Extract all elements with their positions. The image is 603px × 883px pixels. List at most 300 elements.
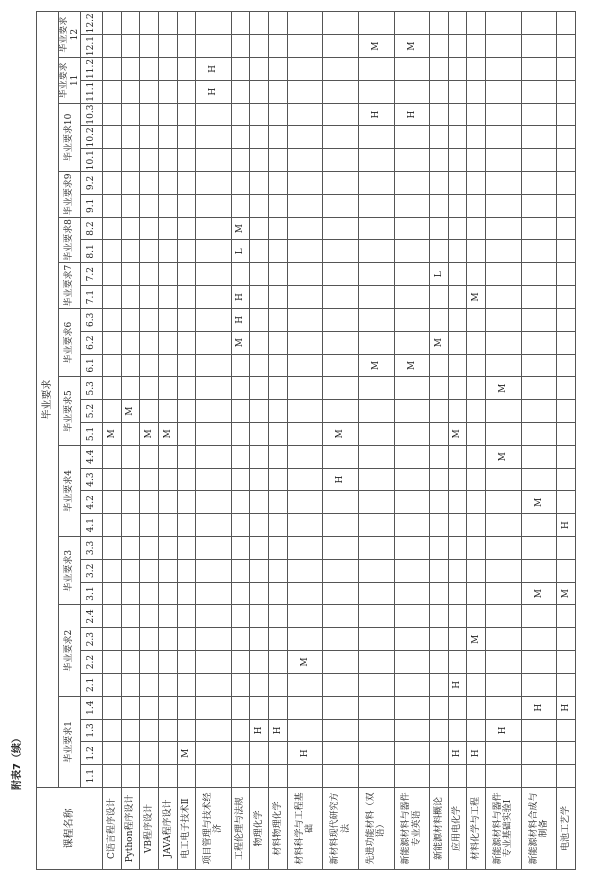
support-level-cell <box>521 217 557 240</box>
support-level-cell <box>448 12 467 35</box>
support-level-cell <box>158 35 177 58</box>
support-level-cell <box>231 537 250 560</box>
table-row <box>287 12 323 870</box>
support-level-cell <box>323 491 359 514</box>
support-level-cell <box>196 651 232 674</box>
support-level-cell <box>158 491 177 514</box>
support-level-cell <box>231 514 250 537</box>
support-level-cell <box>121 331 140 354</box>
support-level-cell: H <box>358 103 394 126</box>
support-level-cell: H <box>196 58 232 81</box>
support-level-cell <box>358 491 394 514</box>
support-level-cell <box>158 354 177 377</box>
table-body <box>103 12 576 870</box>
support-level-cell <box>448 308 467 331</box>
support-level-cell <box>394 696 430 719</box>
support-level-cell <box>448 58 467 81</box>
support-level-cell <box>430 605 449 628</box>
support-level-cell <box>358 263 394 286</box>
support-level-cell <box>177 423 196 446</box>
support-level-cell <box>430 491 449 514</box>
requirement-sub-header: 4.2 <box>81 491 103 514</box>
support-level-cell <box>323 445 359 468</box>
support-level-cell <box>177 719 196 742</box>
support-level-cell <box>467 240 486 263</box>
support-level-cell <box>430 537 449 560</box>
support-level-cell <box>557 445 576 468</box>
support-level-cell <box>140 559 159 582</box>
support-level-cell <box>121 445 140 468</box>
support-level-cell <box>394 58 430 81</box>
support-level-cell <box>448 240 467 263</box>
support-level-cell <box>557 331 576 354</box>
support-level-cell <box>269 217 288 240</box>
support-level-cell <box>269 331 288 354</box>
support-level-cell <box>231 12 250 35</box>
table-header <box>37 12 103 870</box>
support-level-cell <box>269 354 288 377</box>
support-level-cell <box>158 582 177 605</box>
support-level-cell <box>486 742 522 765</box>
support-level-cell <box>250 240 269 263</box>
support-level-cell <box>250 331 269 354</box>
support-level-cell <box>521 286 557 309</box>
table-row <box>250 12 269 870</box>
support-level-cell <box>250 696 269 719</box>
support-level-cell <box>177 445 196 468</box>
support-level-cell <box>196 400 232 423</box>
support-level-cell <box>394 12 430 35</box>
support-level-cell <box>287 559 323 582</box>
support-level-cell: M <box>394 35 430 58</box>
support-level-cell <box>196 103 232 126</box>
support-level-cell <box>358 605 394 628</box>
support-level-cell <box>103 354 122 377</box>
support-level-cell <box>177 263 196 286</box>
support-level-cell <box>557 263 576 286</box>
support-level-cell <box>467 80 486 103</box>
support-level-cell <box>394 80 430 103</box>
course-name-cell: 工程伦理与法规 <box>231 788 250 870</box>
support-level-cell <box>177 696 196 719</box>
support-level-cell: M <box>557 582 576 605</box>
support-level-cell <box>158 651 177 674</box>
support-level-cell <box>158 172 177 195</box>
support-level-cell <box>158 80 177 103</box>
support-level-cell <box>467 12 486 35</box>
support-level-cell <box>121 673 140 696</box>
support-level-cell <box>158 765 177 788</box>
support-level-cell <box>158 217 177 240</box>
support-level-cell: H <box>521 696 557 719</box>
support-level-cell <box>467 194 486 217</box>
support-level-cell <box>287 194 323 217</box>
support-level-cell <box>467 514 486 537</box>
support-level-cell <box>250 605 269 628</box>
support-level-cell <box>269 12 288 35</box>
support-level-cell <box>430 651 449 674</box>
support-level-cell <box>177 673 196 696</box>
support-level-cell <box>103 80 122 103</box>
support-level-cell <box>323 719 359 742</box>
support-level-cell <box>287 696 323 719</box>
support-level-cell <box>486 149 522 172</box>
support-level-cell <box>521 537 557 560</box>
requirement-sub-header: 6.3 <box>81 308 103 331</box>
support-level-cell <box>121 263 140 286</box>
support-level-cell <box>557 80 576 103</box>
support-level-cell <box>467 308 486 331</box>
support-level-cell <box>394 217 430 240</box>
support-level-cell <box>467 217 486 240</box>
support-level-cell <box>250 12 269 35</box>
support-level-cell <box>103 445 122 468</box>
support-level-cell <box>121 286 140 309</box>
support-level-cell <box>486 58 522 81</box>
support-level-cell <box>486 240 522 263</box>
support-level-cell <box>177 149 196 172</box>
support-level-cell <box>158 445 177 468</box>
course-name-cell: Python程序设计 <box>121 788 140 870</box>
support-level-cell <box>103 103 122 126</box>
support-level-cell <box>231 126 250 149</box>
support-level-cell <box>486 126 522 149</box>
support-level-cell <box>287 126 323 149</box>
support-level-cell <box>103 491 122 514</box>
requirement-group-header: 毕业要求7 <box>59 263 81 309</box>
table-row <box>323 12 359 870</box>
requirement-group-header: 毕业要求9 <box>59 172 81 218</box>
support-level-cell <box>121 765 140 788</box>
support-level-cell <box>121 696 140 719</box>
course-name-cell: 先进功能材料（双语） <box>358 788 394 870</box>
support-level-cell <box>430 377 449 400</box>
support-level-cell <box>269 628 288 651</box>
support-level-cell <box>177 468 196 491</box>
support-level-cell <box>196 468 232 491</box>
support-level-cell <box>394 445 430 468</box>
support-level-cell <box>177 765 196 788</box>
support-level-cell <box>103 719 122 742</box>
support-level-cell <box>323 35 359 58</box>
support-level-cell <box>557 35 576 58</box>
support-level-cell <box>448 651 467 674</box>
support-level-cell <box>196 263 232 286</box>
table-row <box>177 12 196 870</box>
support-level-cell <box>287 240 323 263</box>
support-level-cell <box>121 308 140 331</box>
support-level-cell <box>121 719 140 742</box>
support-level-cell <box>467 445 486 468</box>
support-level-cell <box>103 605 122 628</box>
support-level-cell <box>121 80 140 103</box>
support-level-cell <box>121 423 140 446</box>
support-level-cell <box>467 423 486 446</box>
support-level-cell <box>521 742 557 765</box>
support-level-cell <box>269 423 288 446</box>
support-level-cell <box>521 263 557 286</box>
support-level-cell: M <box>158 423 177 446</box>
support-level-cell <box>196 194 232 217</box>
support-level-cell: H <box>287 742 323 765</box>
support-level-cell <box>358 331 394 354</box>
support-level-cell <box>358 58 394 81</box>
support-level-cell <box>358 696 394 719</box>
support-level-cell <box>140 400 159 423</box>
support-level-cell <box>140 217 159 240</box>
support-level-cell <box>467 263 486 286</box>
support-level-cell <box>448 194 467 217</box>
support-level-cell <box>158 58 177 81</box>
support-level-cell <box>394 194 430 217</box>
support-level-cell <box>323 537 359 560</box>
support-level-cell <box>269 126 288 149</box>
requirement-group-header: 毕业要求11 <box>59 58 81 104</box>
support-level-cell <box>557 742 576 765</box>
support-level-cell: M <box>231 217 250 240</box>
support-level-cell <box>103 537 122 560</box>
requirements-header: 毕业要求 <box>37 12 59 788</box>
support-level-cell: M <box>121 400 140 423</box>
support-level-cell <box>358 377 394 400</box>
support-level-cell: M <box>231 331 250 354</box>
requirement-sub-header: 12.1 <box>81 35 103 58</box>
support-level-cell <box>140 651 159 674</box>
requirement-sub-header: 5.1 <box>81 423 103 446</box>
support-level-cell <box>231 765 250 788</box>
support-level-cell <box>196 286 232 309</box>
support-level-cell <box>486 194 522 217</box>
requirement-sub-header: 7.1 <box>81 286 103 309</box>
support-level-cell <box>467 696 486 719</box>
support-level-cell <box>486 468 522 491</box>
requirement-sub-header: 10.1 <box>81 149 103 172</box>
support-level-cell <box>467 468 486 491</box>
support-level-cell <box>158 331 177 354</box>
support-level-cell <box>557 651 576 674</box>
requirement-sub-header: 3.1 <box>81 582 103 605</box>
support-level-cell <box>231 263 250 286</box>
support-level-cell <box>269 80 288 103</box>
support-level-cell <box>521 445 557 468</box>
support-level-cell <box>250 80 269 103</box>
support-level-cell <box>196 742 232 765</box>
table-row <box>231 12 250 870</box>
requirement-group-header: 毕业要求12 <box>59 12 81 58</box>
support-level-cell <box>486 263 522 286</box>
support-level-cell <box>231 400 250 423</box>
support-level-cell <box>158 559 177 582</box>
course-name-cell: 新材料现代研究方法 <box>323 788 359 870</box>
support-level-cell <box>521 400 557 423</box>
support-level-cell <box>287 537 323 560</box>
support-level-cell <box>231 172 250 195</box>
support-level-cell <box>287 217 323 240</box>
requirement-sub-header: 3.2 <box>81 559 103 582</box>
support-level-cell <box>140 673 159 696</box>
requirement-sub-header: 1.1 <box>81 765 103 788</box>
support-level-cell <box>250 377 269 400</box>
support-level-cell <box>394 491 430 514</box>
table-row <box>140 12 159 870</box>
table-row <box>448 12 467 870</box>
support-level-cell <box>177 582 196 605</box>
support-level-cell <box>231 80 250 103</box>
requirement-group-header: 毕业要求4 <box>59 445 81 536</box>
support-level-cell <box>103 194 122 217</box>
support-level-cell <box>103 468 122 491</box>
support-level-cell <box>250 537 269 560</box>
support-level-cell <box>448 172 467 195</box>
support-level-cell <box>177 308 196 331</box>
support-level-cell <box>158 628 177 651</box>
support-level-cell <box>557 468 576 491</box>
support-level-cell <box>158 468 177 491</box>
support-level-cell <box>358 308 394 331</box>
support-level-cell <box>486 514 522 537</box>
support-level-cell: M <box>521 491 557 514</box>
support-level-cell: H <box>557 696 576 719</box>
support-level-cell <box>177 35 196 58</box>
support-level-cell <box>287 628 323 651</box>
support-level-cell <box>448 103 467 126</box>
support-level-cell <box>177 194 196 217</box>
support-level-cell <box>358 240 394 263</box>
support-level-cell <box>486 400 522 423</box>
support-level-cell <box>358 673 394 696</box>
support-level-cell <box>250 468 269 491</box>
support-level-cell <box>158 673 177 696</box>
support-level-cell <box>140 377 159 400</box>
requirement-group-header: 毕业要求6 <box>59 308 81 376</box>
support-level-cell <box>287 103 323 126</box>
support-level-cell <box>430 12 449 35</box>
support-level-cell <box>323 673 359 696</box>
support-level-cell <box>323 240 359 263</box>
support-level-cell: M <box>467 286 486 309</box>
requirement-sub-header: 8.2 <box>81 217 103 240</box>
support-level-cell <box>521 80 557 103</box>
course-name-cell: 电工电子技术Ⅱ <box>177 788 196 870</box>
support-level-cell <box>467 377 486 400</box>
support-level-cell <box>196 696 232 719</box>
support-level-cell <box>557 491 576 514</box>
support-level-cell <box>140 126 159 149</box>
support-level-cell <box>158 377 177 400</box>
support-level-cell <box>448 719 467 742</box>
support-level-cell <box>394 719 430 742</box>
support-level-cell <box>269 514 288 537</box>
support-level-cell <box>269 582 288 605</box>
support-level-cell <box>103 126 122 149</box>
support-level-cell <box>430 696 449 719</box>
support-level-cell <box>231 468 250 491</box>
support-level-cell <box>103 217 122 240</box>
support-level-cell <box>287 331 323 354</box>
support-level-cell <box>430 765 449 788</box>
support-level-cell <box>323 103 359 126</box>
support-level-cell <box>250 628 269 651</box>
support-level-cell <box>177 354 196 377</box>
support-level-cell <box>430 217 449 240</box>
support-level-cell <box>196 765 232 788</box>
support-level-cell <box>430 628 449 651</box>
support-level-cell: H <box>448 742 467 765</box>
support-level-cell <box>103 651 122 674</box>
support-level-cell <box>140 103 159 126</box>
support-level-cell: H <box>250 719 269 742</box>
support-level-cell <box>250 742 269 765</box>
support-level-cell <box>521 240 557 263</box>
table-row <box>196 12 232 870</box>
support-level-cell <box>448 263 467 286</box>
support-level-cell: M <box>486 377 522 400</box>
course-name-cell: 材料科学与工程基础 <box>287 788 323 870</box>
support-level-cell <box>121 126 140 149</box>
support-level-cell <box>486 354 522 377</box>
table-row <box>394 12 430 870</box>
support-level-cell <box>140 331 159 354</box>
support-level-cell <box>358 719 394 742</box>
requirement-sub-header: 1.2 <box>81 742 103 765</box>
support-level-cell <box>323 582 359 605</box>
support-level-cell <box>394 559 430 582</box>
support-level-cell <box>250 673 269 696</box>
support-level-cell <box>486 12 522 35</box>
support-level-cell <box>323 742 359 765</box>
course-name-cell: 材料化学与工程 <box>467 788 486 870</box>
support-level-cell <box>103 35 122 58</box>
support-level-cell <box>121 172 140 195</box>
support-level-cell <box>467 172 486 195</box>
support-level-cell <box>103 58 122 81</box>
support-level-cell <box>231 719 250 742</box>
support-level-cell <box>103 628 122 651</box>
support-level-cell <box>430 126 449 149</box>
support-level-cell <box>486 582 522 605</box>
support-level-cell <box>177 126 196 149</box>
support-level-cell: M <box>486 445 522 468</box>
support-level-cell <box>323 149 359 172</box>
table-row <box>121 12 140 870</box>
support-level-cell <box>121 103 140 126</box>
support-level-cell <box>467 651 486 674</box>
support-level-cell: H <box>231 308 250 331</box>
requirement-group-header: 毕业要求3 <box>59 537 81 605</box>
support-level-cell <box>103 400 122 423</box>
course-name-header: 课程名称 <box>37 788 103 870</box>
requirement-sub-header: 7.2 <box>81 263 103 286</box>
support-level-cell <box>467 354 486 377</box>
support-level-cell: M <box>521 582 557 605</box>
support-level-cell <box>448 628 467 651</box>
table-row <box>430 12 449 870</box>
support-level-cell <box>448 331 467 354</box>
support-level-cell <box>158 263 177 286</box>
support-level-cell <box>140 308 159 331</box>
support-level-cell <box>196 149 232 172</box>
support-level-cell <box>177 400 196 423</box>
support-level-cell <box>269 35 288 58</box>
requirement-group-header: 毕业要求10 <box>59 103 81 171</box>
support-level-cell <box>448 696 467 719</box>
support-level-cell <box>121 605 140 628</box>
support-level-cell <box>287 354 323 377</box>
support-level-cell <box>557 400 576 423</box>
support-level-cell <box>196 719 232 742</box>
support-level-cell <box>103 149 122 172</box>
support-level-cell <box>394 263 430 286</box>
